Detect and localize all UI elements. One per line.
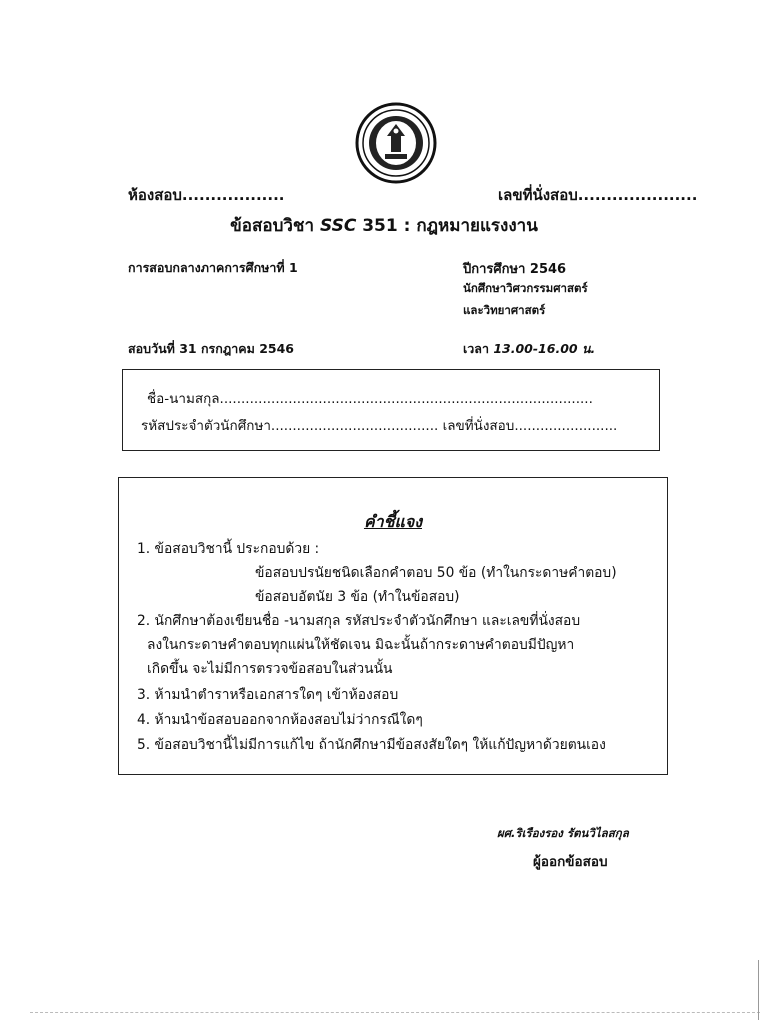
faculty-line-1: นักศึกษาวิศวกรรมศาสตร์ bbox=[463, 281, 588, 295]
instruction-item-5: 5. ข้อสอบวิชานี้ไม่มีการแก้ไข ถ้านักศึกษามีข้อสงสัยใดๆ ให้แก้ปัญหาด้วยตนเอง bbox=[137, 737, 606, 753]
instruction-item-2-cont2: เกิดขึ้น จะไม่มีการตรวจข้อสอบในส่วนนั้น bbox=[147, 661, 393, 677]
exam-date: สอบวันที่ 31 กรกฎาคม 2546 bbox=[128, 341, 294, 356]
scan-artifact-mark bbox=[758, 960, 759, 1020]
time-label: เวลา bbox=[463, 341, 494, 356]
scan-artifact-line bbox=[30, 1012, 760, 1013]
course-code: SSC bbox=[319, 216, 357, 236]
instructions-heading: คำชี้แจง bbox=[363, 512, 423, 531]
title-prefix: ข้อสอบวิชา bbox=[230, 216, 320, 236]
academic-year: ปีการศึกษา 2546 bbox=[463, 262, 567, 277]
time-value: 13.00-16.00 น. bbox=[493, 341, 596, 356]
university-seal-icon bbox=[355, 102, 437, 184]
instruction-item-2-cont: ลงในกระดาษคำตอบทุกแผ่นให้ชัดเจน มิฉะนั้นถ้ากระดาษคำตอบมีปัญหา bbox=[147, 637, 575, 653]
student-info-box bbox=[122, 369, 660, 451]
seat-number-field: เลขที่นั่งสอบ..................... bbox=[498, 186, 698, 204]
examiner-role: ผู้ออกข้อสอบ bbox=[533, 854, 608, 870]
instruction-item-4: 4. ห้ามนำข้อสอบออกจากห้องสอบไม่ว่ากรณีใดๆ bbox=[137, 712, 423, 728]
instruction-item-3: 3. ห้ามนำตำราหรือเอกสารใดๆ เข้าห้องสอบ bbox=[137, 687, 399, 703]
exam-type: การสอบกลางภาคการศึกษาที่ 1 bbox=[128, 260, 298, 275]
title-rest: 351 : กฎหมายแรงงาน bbox=[356, 216, 538, 236]
examiner-name: ผศ.ริเรืองรอง รัตนวิไลสกุล bbox=[497, 826, 629, 840]
exam-title bbox=[0, 212, 768, 239]
student-name-field[interactable]: ชื่อ-นามสกุล....................................................................................... bbox=[147, 391, 593, 407]
exam-time bbox=[463, 339, 595, 359]
student-id-field[interactable]: รหัสประจำตัวนักศึกษา....................................... เลขที่นั่งสอบ........................ bbox=[141, 418, 618, 434]
instruction-item-1b: ข้อสอบอัตนัย 3 ข้อ (ทำในข้อสอบ) bbox=[255, 589, 460, 605]
instruction-item-2: 2. นักศึกษาต้องเขียนชื่อ -นามสกุล รหัสประจำตัวนักศึกษา และเลขที่นั่งสอบ bbox=[137, 613, 581, 629]
faculty-line-2: และวิทยาศาสตร์ bbox=[463, 303, 546, 317]
instructions-box bbox=[118, 477, 668, 775]
exam-room-field: ห้องสอบ.................. bbox=[128, 186, 285, 204]
instruction-item-1a: ข้อสอบปรนัยชนิดเลือกคำตอบ 50 ข้อ (ทำในกระดาษคำตอบ) bbox=[255, 565, 617, 581]
instruction-item-1: 1. ข้อสอบวิชานี้ ประกอบด้วย : bbox=[137, 541, 320, 557]
